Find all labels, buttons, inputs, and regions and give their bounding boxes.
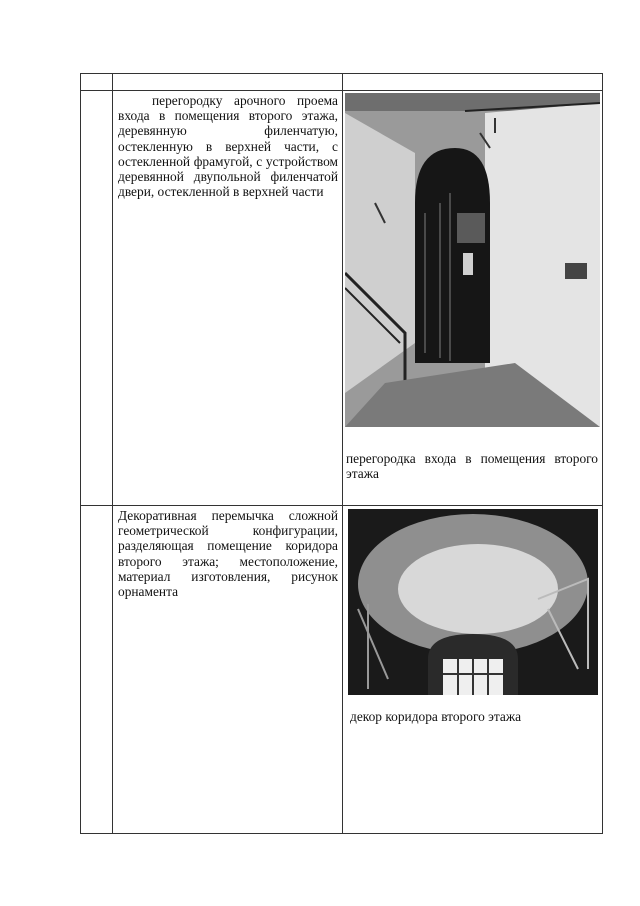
description-cell bbox=[113, 506, 343, 834]
photo-caption: перегородка входа в помещения второго этажа bbox=[346, 451, 598, 482]
row-description: Декоративная перемычка сложной геометрической конфигурации, разделяющая помещение коридора второго этажа; местоположение, материал изготовления, рисунок орнамента bbox=[118, 508, 338, 600]
row-number-cell bbox=[81, 91, 113, 506]
table-row bbox=[81, 91, 603, 506]
corridor-arch-photo bbox=[348, 509, 598, 695]
description-cell bbox=[113, 91, 343, 506]
object-table bbox=[80, 73, 603, 834]
table-header-row bbox=[81, 74, 603, 91]
row-number-cell bbox=[81, 506, 113, 834]
header-cell-number bbox=[81, 74, 113, 91]
photo-cell bbox=[343, 91, 603, 506]
photo-cell bbox=[343, 506, 603, 834]
arched-doorway-photo bbox=[345, 93, 600, 427]
header-cell-photo bbox=[343, 74, 603, 91]
header-cell-description bbox=[113, 74, 343, 91]
table-row bbox=[81, 506, 603, 834]
row-description: перегородку арочного проема входа в помещения второго этажа, деревянную филенчатую, остекленную в верхней части, с остекленной фрамугой, с устройством деревянной двупольной филенчатой двери, остекленной в верхней части bbox=[118, 93, 338, 200]
photo-caption: декор коридора второго этажа bbox=[350, 709, 522, 724]
